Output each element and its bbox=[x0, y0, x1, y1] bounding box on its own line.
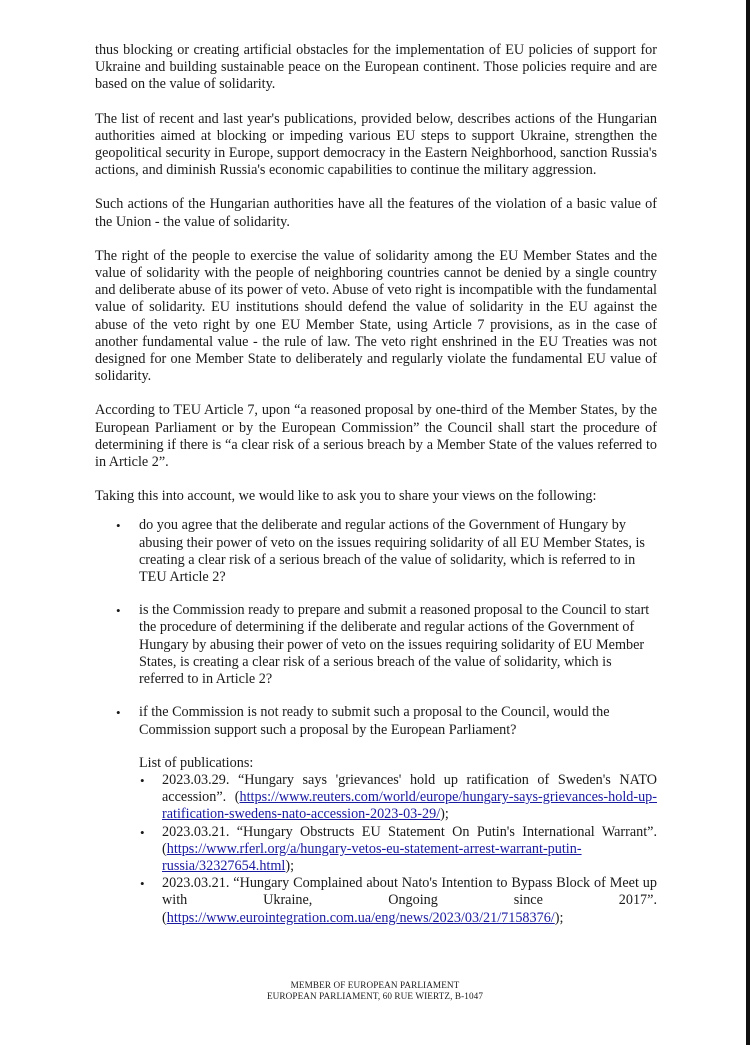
paragraph-questions-intro: Taking this into account, we would like to ask you to share your views on the following: bbox=[95, 488, 597, 505]
bullet-icon: • bbox=[140, 824, 145, 840]
paragraph-article-7: According to TEU Article 7, upon “a reasoned proposal by one-third of the Member States, by the European Parliament or by the European Commission” the Council shall start the procedure of determining if there is “a clear risk of a serious breach by a Member State of the values referred to in Article 2”. bbox=[95, 402, 657, 471]
publication-link[interactable]: https://www.reuters.com/world/europe/hungary-says-grievances-hold-up-ratification-swedens-nato-accession-2023-03-29/ bbox=[162, 789, 657, 823]
paragraph-veto-right: The right of the people to exercise the value of solidarity among the EU Member States and the value of solidarity with the people of neighboring countries cannot be denied by a single country and deliberate abuse of its power of veto. Abuse of veto right is incompatible with the fundamental value of solidarity. EU institutions should defend the value of solidarity in the EU against the abuse of the veto right by one EU Member State, using Article 7 provisions, as in the case of another fundamental value - the rule of law. The veto right enshrined in the EU Treaties was not designed for one Member State to deliberately and regularly violate the fundamental EU value of solidarity. bbox=[95, 247, 657, 385]
question-item: • is the Commission ready to prepare and submit a reasoned proposal to the Council to start the procedure of determining if the deliberate and regular actions of the Government of Hungary by abusing their power of veto on the issues requiring solidarity of EU Member States, is creating a clear risk of a serious breach of the value of solidarity, which is referred to in Article 2? bbox=[116, 602, 650, 688]
paragraph-intro: thus blocking or creating artificial obstacles for the implementation of EU policies of support for Ukraine and building sustainable peace on the European continent. Those policies require and are based on the value of solidarity. bbox=[95, 42, 657, 93]
page-footer bbox=[0, 980, 750, 1002]
publications-heading: List of publications: bbox=[139, 754, 254, 771]
questions-list bbox=[95, 517, 657, 738]
publications-list bbox=[95, 772, 657, 927]
question-item: • do you agree that the deliberate and regular actions of the Government of Hungary by abusing their power of veto on the issues requiring solidarity of all EU Member States, is creating a clear risk of a serious breach of the value of solidarity, which is referred to in TEU Article 2? bbox=[116, 517, 645, 586]
paragraph-publications-list: The list of recent and last year's publications, provided below, describes actions of the Hungarian authorities aimed at blocking or impeding various EU steps to support Ukraine, strengthen the geopolitical security in Europe, support democracy in the Eastern Neighborhood, sanction Russia's actions, and diminish Russia's economic capabilities to continue the military aggression. bbox=[95, 110, 657, 179]
publication-link[interactable]: https://www.rferl.org/a/hungary-vetos-eu-statement-arrest-warrant-putin-russia/32327654.html bbox=[162, 840, 582, 874]
footer-line-member: MEMBER OF EUROPEAN PARLIAMENT bbox=[290, 980, 460, 990]
bullet-icon: • bbox=[116, 705, 121, 721]
bullet-icon: • bbox=[140, 876, 145, 892]
publication-item: • 2023.03.29. “Hungary says 'grievances' hold up ratification of Sweden's NATO accession”. (https://www.reuters.com/world/europe/hungary-says-grievances-hold-up-ratification-swedens-nato-accession-2023-03-29/); bbox=[140, 771, 657, 823]
publications-section bbox=[95, 755, 657, 772]
document-body bbox=[95, 42, 657, 927]
footer-line-address: EUROPEAN PARLIAMENT, 60 RUE WIERTZ, B-1047 bbox=[266, 991, 484, 1001]
publication-item: • 2023.03.21. “Hungary Complained about Nato's Intention to Bypass Block of Meet up with Ukraine, Ongoing since 2017”. (https://www.eurointegration.com.ua/eng/news/2023/03/21/7158376/); bbox=[140, 875, 657, 926]
bullet-icon: • bbox=[116, 603, 121, 619]
question-item: • if the Commission is not ready to submit such a proposal to the Council, would the Commission support such a proposal by the European Parliament? bbox=[116, 704, 610, 738]
publication-item: • 2023.03.21. “Hungary Obstructs EU Statement On Putin's International Warrant”. (https://www.rferl.org/a/hungary-vetos-eu-statement-arrest-warrant-putin-russia/32327654.html); bbox=[140, 823, 657, 874]
bullet-icon: • bbox=[140, 772, 145, 788]
bullet-icon: • bbox=[116, 518, 121, 534]
paragraph-solidarity-violation: Such actions of the Hungarian authorities have all the features of the violation of a basic value of the Union - the value of solidarity. bbox=[95, 196, 657, 230]
page-edge-divider bbox=[746, 0, 750, 1045]
publication-link[interactable]: https://www.eurointegration.com.ua/eng/news/2023/03/21/7158376/ bbox=[166, 909, 555, 926]
